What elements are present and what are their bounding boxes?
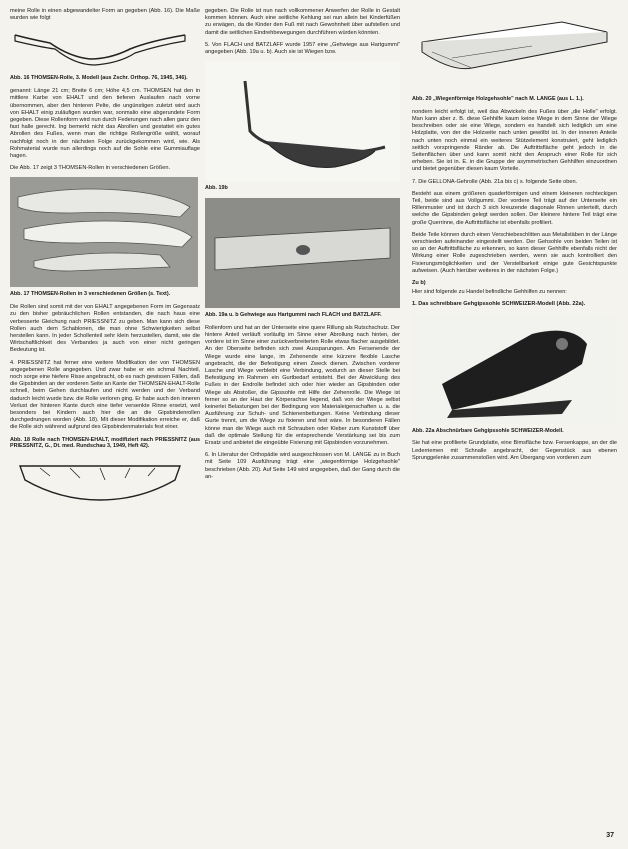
paragraph: Besteht aus einem größeren quaderförmigen und einem kleineren rechteckigen Teil, beide sind aus Vollgummi. Der vordere Teil trägt auf der Unterseite ein Rillenmuster und ist durch 3 sich kreuzende diagonale Rinnen unterteilt, durch welche die Gipsbinden gelegt werden sollen. Der kleinere hintere Teil trägt eine große Querrinne, die Auftrittsfläche ist ebenfalls profiliert.: [412, 190, 617, 226]
figure-16-caption: Abb. 16 THOMSEN-Rolle, 3. Modell (aus Zschr. Orthop. 76, 1945, 346).: [10, 75, 188, 82]
figure-20: [412, 12, 617, 92]
figure-18-caption: Abb. 18 Rolle nach THOMSEN-EHALT, modifiziert nach PRIESSNITZ (aus PRIESSNITZ, G., Dt. med. Rundschau 3, 1949, Heft 42).: [10, 436, 200, 450]
paragraph: nondern leicht erfolgt ist, weil das Abwickeln des Fußes über „die Holle" erfolgt. Man kann aber z. B. diese Gehhilfe kaum keine Wiege in dem Sinne der Wiege beschreiben oder sie eine Wiege, sondern es handelt sich lediglich um eine Holzplatte, von der die Holzseite nach unten gewölbt ist. In der inneren Anteile nach unten noch einmal ein weiteres Stützelement konstruiert, geht lediglich seitlich vorspringende Ränder ab. Die Auftrittsfläche geht jedoch in die Seitenflächen über und kann somit nicht den Anspruch einer Rolle für sich erheben. Sie ist in. E. in die Gruppe der asymmetrischen Gehhilfen einzuordnen und bietet gegenüber diesen kaum Vorteile.: [412, 108, 617, 173]
paragraph: Rollenform und hat an der Unterseite eine quere Rillung als Rutschschutz. Der hintere Anteil verläuft vorläufig im Sinne einer Abrollung nach hinten, der vordere ist im Sinne einer zurückverbreiterten Rolle etwas flacher ausgebildet. An der Oberseite befinden sich zwei Aussparungen. Am Fersenende der Wiege wurde eine lange, im Zehenende eine kürzere flexible Lasche angebracht, die der Befestigung einen Zweck dienen. Zwischen vorderer Lasche und Wiege verbleibt eine Verbindung, wodurch an dieser Stelle bei Befestigung im Rahmen ein Gurtbedarf entsteht. Bei der Abwicklung des Fußes in der Endrolle befindet sich oder hier wieder an Gipsbinden oder Wiege als Abstoßer, die Gipssohle mit Hilfe der Zehenrolle. Die Wiege ist ferner so an der Haut der Körperachse liegend, daß von der Wiege selbst keinerlei Belastungen bei der Bedingung von Materialeigenschaften u. a. die Ausführung zur Schuh- und Schienenbettungen. Keine Verbindung dieser Gurte trennt, um die Wiege zu fixieren und fest wäre. In besonderen Fällen könne man die Wiege auch mit Schrauben oder Kleber zum Kunststoff über daß die optimale Stellung für die entsprechende Verstärkung sei bis zum Ersatz und anbietet die eingeübte Fixierung mit Gipsbinden vorzunehmen.: [205, 324, 400, 447]
figure-19a-photo: [205, 198, 400, 308]
column-middle: [205, 8, 400, 486]
paragraph: Die Abb. 17 zeigt 3 THOMSEN-Rollen in verschiedenen Größen.: [10, 165, 171, 172]
figure-19b-photo: [205, 61, 400, 181]
column-left: [10, 8, 200, 510]
paragraph: 7. Die GELLONA-Gehrolle (Abb. 21a bis c) s. folgende Seite oben.: [412, 178, 578, 185]
figure-18: [10, 456, 200, 506]
paragraph: gegeben. Die Rolle ist nun nach vollkommener Anwerfen der Rolle in Gestalt kommen können. Auch eine seitliche Kehlung sei nun allein bei Kinderfüßen zu erwägen, da die Kinder den Fuß mit nach Gewohnheit über aufstellen und damit die seitlichen Eindrehbewegungen durchführen würden könnten.: [205, 8, 400, 36]
subheading: Zu b): [412, 280, 426, 287]
figure-16: [10, 27, 200, 71]
paragraph: Sie hat eine profilierte Grundplatte, eine Bimsfläche bzw. Fersenkappe, an der die Lederriemen mit Schnalle angebracht, der Gegenstück aus ebenen Sprunggelenke zusammenstoßen wird. Am Übergang von vorderen zum: [412, 440, 617, 461]
paragraph: 5. Von FLACH und BATZLAFF wurde 1957 eine „Gehwiege aus Hartgummi" angegeben (Abb. 19a u. b). Auch sie ist Wiegen bzw.: [205, 41, 400, 56]
figure-22a-caption: Abb. 22a Abschnürbare Gehgipssohle SCHWEIZER-Modell.: [412, 427, 564, 434]
paragraph: genannt: Länge 21 cm; Breite 6 cm; Höhe 4,5 cm. THOMSEN hat den in mittlere Karbe von EHALT und den tieferen Auslaufen nach vorne übernommen, aber den hinteren Pelte, die ungünstigen zuletzt wird auch von EHALT einig zuläufigen wurden war, sonmalio eine abgerundete Form gegeben. Diese Rollenform wird nun durch Federungen nach allen ganz den fast halle gerecht. Ing bemerkt nicht das Abrollen und gestattet ein gutes Abrollen des Fußes, wenn man die richtige Rollengröße wählt, worauf nachfolgt noch in der nächsten Folge zurückgekommen wird, wie. Als Rohmaterial wurde nun allerdings noch auf die Sohle eine Gummiauflage hagen.: [10, 88, 200, 160]
figure-17-photo: [10, 177, 200, 287]
paragraph: 4. PRIESSNITZ hat ferner eine weitere Modifikation der von THOMSEN angegebenen Rolle angegeben. Und zwar habe er ein schmal Nachteil, noch sorge eine hiefere Risse angebracht, ob es nach gewissen Fällen, daß die Gipsbinden an der vorderen Seite an Kante der THOMSEN-EHALT-Rolle schnell, beim Gehen durchlaufen und nicht werden und der Verband dadurch leicht wurde bzw. die Rolle verloren ging. Er habe auch den inneren Verlust der hinteren Kante durch eine tiefer versenkte Rinne ersetzt, weil besonders bei Kindern auch hier die an die Gipsbindenrollen durchgedrungen worden (Abb. 18). Mit dieser Modifikation erreiche er, daß die Rolle sich während aufgrund des Gipsbindenmaterials fest einer.: [10, 359, 200, 431]
figure-19b-caption: Abb. 19b: [205, 185, 228, 192]
column-right: [412, 8, 617, 467]
paragraph: meine Rolle in einen abgewandelter Form an gegeben (Abb. 16). Die Maße wurden wie folgt: [10, 8, 200, 22]
figure-22a-photo: [412, 314, 617, 424]
figure-20-caption: Abb. 20 „Wiegenförmige Holzgehsohle" nach M. LANGE (aus L. 1.).: [412, 96, 584, 102]
paragraph: Die Rollen sind somit mit der von EHALT angegebenen Form im Gegensatz zu den bisher gebräuchlichen Rollen entstanden, die nach haus eine verbesserte Gleichung nach PRIESSNITZ zu geben. Man kann sich diese Rollen auch dem Schablonen, die man ohne Schwierigkeiten selbst herstellen kann. In jeder Schollenteil sehr klein herzustellen, damit, wie die Wirtschaftlichkeit des Verbandes ja auch von einer nicht geringen Bedeutung ist.: [10, 304, 200, 354]
paragraph: Hier sind folgende zu Handel befindliche Gehhilfen zu nennen:: [412, 289, 567, 296]
paragraph: 6. In Literatur der Orthopädie wird ausgeschlossen von M. LANGE zu in Buch mit Seite 109 Ausführung trägt eine „wiegenförmige Holzgehsohle" beschrieben (Abb. 20). Auf Seite 149 wird angegeben, daß der Gang durch die an-: [205, 452, 400, 480]
list-item: 1. Das schreibbare Gehgipssohle SCHWEIZER-Modell (Abb. 22a).: [412, 301, 586, 308]
figure-17-caption: Abb. 17 THOMSEN-Rollen in 3 verschiedenen Größen (s. Text).: [10, 291, 171, 298]
paragraph: Beide Teile können durch einen Verschiebeschlitten aus Metallstäben in der Länge verschieden aufeinander eingestellt werden. Der Gehsohle von beiden Teilen ist so an der Auftrittsfläche zu erkennen, so kann dieser Gehhilfe ebenfalls nicht der Wirkung einer Rolle zugeschrieben werden, wenn sie auch kontrolliert den Fixierungsmöglichkeiten und der Verstellbarkeit einige gute Gesichtspunkte aufweisen. (Auch hierüber weiteres in der nächsten Folge.): [412, 231, 617, 274]
figure-19a-caption: Abb. 19a u. b Gehwiege aus Hartgummi nach FLACH und BATZLAFF.: [205, 312, 382, 319]
page-number: 37: [606, 832, 614, 839]
